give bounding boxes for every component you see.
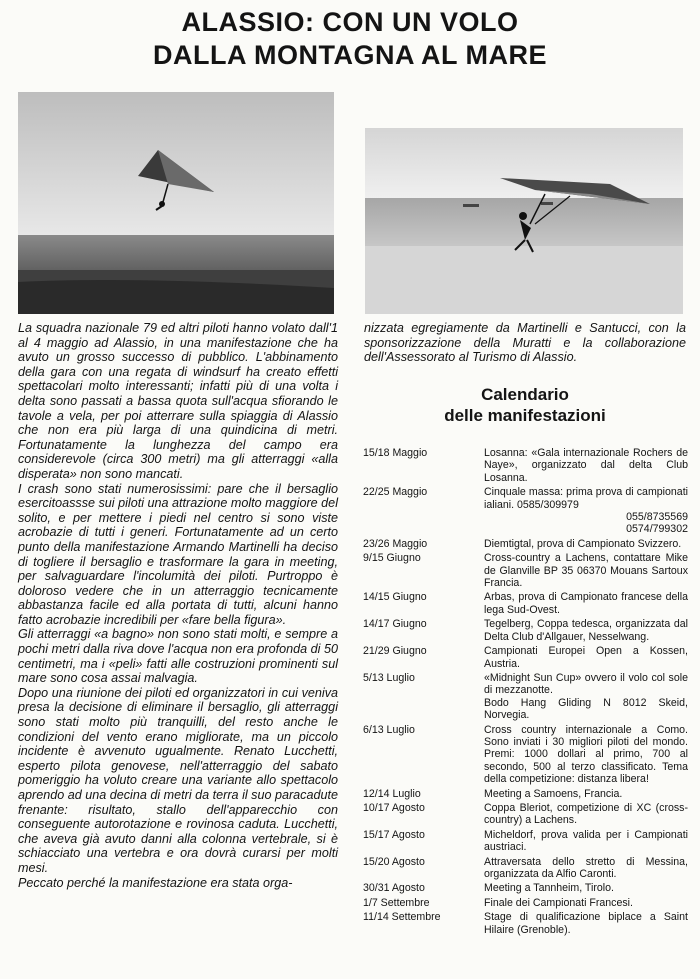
- calendar-heading-line-2: delle manifestazioni: [444, 406, 606, 425]
- calendar-event: [363, 672, 688, 722]
- event-description: [484, 802, 688, 827]
- photo-hang-glider-beach-right: [365, 128, 683, 314]
- title-line-2: DALLA MONTAGNA AL MARE: [153, 40, 547, 70]
- event-description: [484, 911, 688, 936]
- event-description: [484, 591, 688, 616]
- article-paragraph: La squadra nazionale 79 ed altri piloti hanno volato dall'1 al 4 maggio ad Alassio, in una manifestazione che ha avuto un grosso successo di pubblico. L'abbinamento della gara con una regata di windsurf ha creato effetti spettacolari molto interessanti; infatti più di una volta i delta sono passati a bassa quota sull'acqua sfiorando le tavole a vela, per poi atterrare sulla spiaggia di Alassio che non era più larga di una quindicina di metri. Fortunatamente la lunghezza del campo era considerevole (circa 300 metri) ma gli atterraggi «alla disperata» non sono mancati.: [18, 321, 338, 481]
- calendar-event: [363, 552, 688, 589]
- event-description: [484, 882, 688, 894]
- calendar-event: [363, 882, 688, 894]
- event-description-line: Cinquale massa: prima prova di campionati ialiani. 0585/309979: [484, 486, 688, 511]
- event-description-line: Attraversata dello stretto di Messina, organizzata da Alfio Caronti.: [484, 855, 688, 880]
- article-paragraph: Dopo una riunione dei piloti ed organizzatori in cui veniva presa la decisione di eliminare il bersaglio, gli atterraggi sono stati molto più tranquilli, del resto anche le condizioni del vento erano migliorate, ma un piccolo incidente è avvenuto ugualmente. Renato Lucchetti, esperto pilota genovese, nell'atterraggio del sabato pomeriggio ha voluto creare una variante allo spettacolo aprendo ad una decina di metri da terra il suo paracadute frenante: risultato, stallo dell'apparecchio con conseguente autorotazione e rovinosa caduta. Lucchetti, che aveva già avuto danni alla colonna vertebrale, si è schiacciato una vertebra e ora dovrà curarsi per molti mesi.: [18, 685, 338, 875]
- event-description-line: Finale dei Campionati Francesi.: [484, 896, 633, 909]
- article-paragraph: Gli atterraggi «a bagno» non sono stati molti, e sempre a pochi metri dalla riva dove l'acqua non era profonda di 50 centimetri, ma i «peli» fatti alle costruzioni prominenti sul mare sono cosa assai malvagia.: [18, 627, 338, 686]
- calendar-event: [363, 486, 688, 536]
- article-paragraph: nizzata egregiamente da Martinelli e Santucci, con la sponsorizzazione della Muratti e la collaborazione dell'Assessorato al Turismo di Alassio.: [364, 321, 686, 365]
- event-date: 12/14 Luglio: [363, 787, 421, 800]
- event-description-line: Cross-country a Lachens, contattare Mike de Glanville BP 35 06370 Mouans Sartoux Francia.: [484, 552, 688, 590]
- event-description: [484, 486, 688, 536]
- article-left-column: [18, 321, 338, 890]
- event-date: 23/26 Maggio: [363, 537, 428, 550]
- event-description-line: 055/8735569: [626, 511, 688, 524]
- event-date: 21/29 Giugno: [363, 645, 427, 658]
- calendar-event: [363, 829, 688, 854]
- event-description-line: Meeting a Samoens, Francia.: [484, 787, 623, 800]
- event-description: [484, 724, 688, 786]
- title-line-1: ALASSIO: CON UN VOLO: [181, 7, 519, 37]
- calendar-list: [363, 447, 688, 938]
- article-paragraph: I crash sono stati numerosissimi: pare che il bersaglio esercitoassse sui piloti una attrazione molto maggiore del solito, e per mettere i piedi nel centro si sono viste acrobazie di tutti i generi. Fortunatamente ad un certo punto della manifestazione Armando Martinelli ha deciso di togliere il bersaglio e trasformare la gara in meeting, per salvaguardare l'incolumità dei piloti. Purtroppo è doloroso vedere che in un atterraggio tecnicamente abbastanza facile ed alla portata di tutti, alcuni hanno fatto acrobazie incredibili per «fare bella figura».: [18, 481, 338, 627]
- event-description-line: Diemtigtal, prova di Campionato Svizzero.: [484, 537, 682, 550]
- event-description: [484, 856, 688, 881]
- event-date: 14/15 Giugno: [363, 591, 427, 604]
- article-right-column: [364, 321, 686, 365]
- event-description-line: Meeting a Tannheim, Tirolo.: [484, 882, 614, 895]
- event-date: 6/13 Luglio: [363, 723, 415, 736]
- calendar-event: [363, 618, 688, 643]
- event-date: 1/7 Settembre: [363, 896, 430, 909]
- event-date: 15/17 Agosto: [363, 828, 425, 841]
- event-description: [484, 788, 688, 800]
- calendar-event: [363, 897, 688, 909]
- event-date: 11/14 Settembre: [363, 911, 441, 924]
- event-date: 15/18 Maggio: [363, 447, 428, 459]
- calendar-event: [363, 788, 688, 800]
- event-date: 14/17 Giugno: [363, 618, 427, 631]
- calendar-event: [363, 538, 688, 550]
- calendar-event: [363, 724, 688, 786]
- event-description: [484, 538, 688, 550]
- event-description: [484, 672, 688, 722]
- calendar-event: [363, 591, 688, 616]
- event-description-line: Cross country internazionale a Como. Sono inviati i 30 migliori piloti del mondo. Premi: 1000 dollari al primo, 700 al secondo, 500 al terzo classificato. Tema della competizione: distanza libera!: [484, 723, 688, 786]
- event-description: [484, 552, 688, 589]
- event-description-line: 0574/799302: [626, 523, 688, 536]
- calendar-event: [363, 645, 688, 670]
- calendar-event: [363, 911, 688, 936]
- event-description-line: «Midnight Sun Cup» ovvero il volo col sole di mezzanotte.: [484, 671, 688, 697]
- calendar-heading: [364, 384, 686, 426]
- event-date: 22/25 Maggio: [363, 486, 428, 499]
- event-date: 5/13 Luglio: [363, 671, 415, 684]
- event-description: [484, 897, 688, 909]
- event-description-line: Stage di qualificazione biplace a Saint Hilaire (Grenoble).: [484, 911, 688, 936]
- event-description: [484, 829, 688, 854]
- article-paragraph: Peccato perché la manifestazione era stata orga-: [18, 875, 293, 890]
- event-date: 10/17 Agosto: [363, 801, 425, 814]
- event-description-line: Losanna: «Gala internazionale Rochers de Naye», organizzato dal delta Club Losanna.: [484, 447, 688, 484]
- calendar-event: [363, 447, 688, 484]
- event-description-line: Arbas, prova di Campionato francese della lega Sud-Ovest.: [484, 591, 688, 616]
- event-date: 30/31 Agosto: [363, 882, 425, 895]
- event-description: [484, 645, 688, 670]
- event-description-line: Campionati Europei Open a Kossen, Austria.: [484, 645, 688, 670]
- page-title: [0, 6, 700, 72]
- event-description-line: Micheldorf, prova valida per i Campionati austriaci.: [484, 828, 688, 854]
- calendar-event: [363, 802, 688, 827]
- event-description: [484, 618, 688, 643]
- calendar-heading-line-1: Calendario: [481, 385, 569, 404]
- event-date: 9/15 Giugno: [363, 552, 421, 565]
- event-description-line: Coppa Bleriot, competizione di XC (cross-country) a Lachens.: [484, 801, 688, 827]
- event-description-line: Tegelberg, Coppa tedesca, organizzata dal Delta Club d'Allgauer, Nesselwang.: [484, 618, 688, 643]
- event-date: 15/20 Agosto: [363, 855, 425, 868]
- photo-hang-glider-beach-left: [18, 92, 334, 314]
- event-description-line: Bodo Hang Gliding N 8012 Skeid, Norvegia.: [484, 696, 688, 722]
- calendar-event: [363, 856, 688, 881]
- event-description: [484, 447, 688, 484]
